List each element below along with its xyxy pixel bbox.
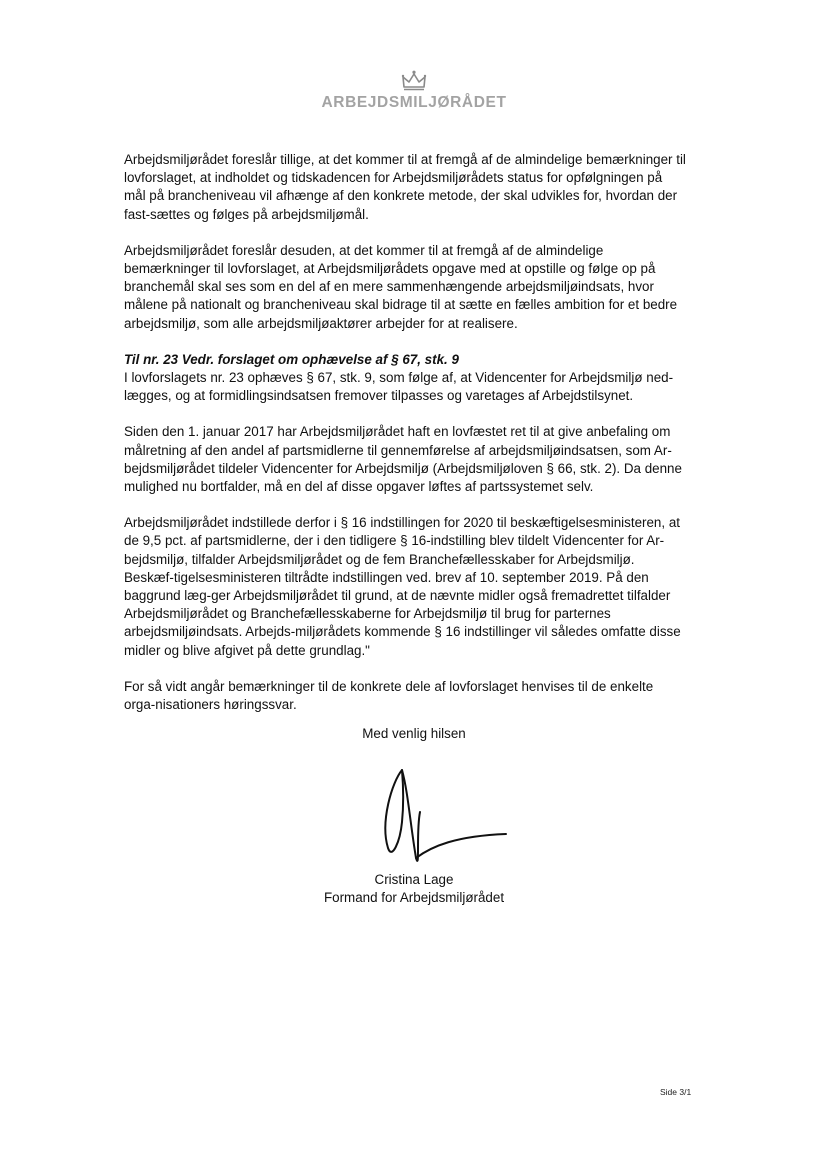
section-intro: I lovforslagets nr. 23 ophæves § 67, stk. 9, som følge af, at Videncenter for Arbejdsmiljø ned-lægges, og at formidlingsindsatsen fremover tilpasses og varetages af Arbejdstilsynet. — [124, 370, 674, 404]
paragraph: Arbejdsmiljørådet foreslår desuden, at det kommer til at fremgå af de almindelige bemærkninger til lovforslaget, at Arbejdsmiljørådets opgave med at opstille og følge op på branchemål skal ses som en del af en mere sammenhængende arbejdsmiljøindsats, hvor målene på nationalt og brancheniveau skal bidrage til at sætte en fælles ambition for et bedre arbejdsmiljø, som alle arbejdsmiljøaktører arbejder for at realisere. — [124, 242, 678, 331]
letterhead — [0, 70, 828, 112]
paragraph: Arbejdsmiljørådet foreslår tillige, at det kommer til at fremgå af de almindelige bemærkninger til lovforslaget, at indholdet og tidskadencen for Arbejdsmiljørådets status for opfølgningen på mål på brancheniveau vil afhænge af den konkrete metode, der skal udvikles for, hvordan der fast-sættes og følges på arbejdsmiljømål. — [124, 152, 686, 222]
signer-name: Cristina Lage — [374, 872, 454, 887]
greeting: Med venlig hilsen — [362, 726, 466, 741]
paragraph: Siden den 1. januar 2017 har Arbejdsmiljørådet haft en lovfæstet ret til at give anbefaling om målretning af den andel af partsmidlerne til gennemførelse af arbejdsmiljøindsatsen, som Ar-bejdsmiljørådet tildeler Videncenter for Arbejdsmiljø (Arbejdsmiljøloven § 66, stk. 2). Da denne mulighed nu bortfalder, må en del af disse opgaver løftes af partssystemet selv. — [124, 424, 682, 495]
signature-block — [0, 871, 828, 907]
crown-icon — [401, 70, 427, 92]
letter-body — [124, 151, 686, 732]
org-name: ARBEJDSMILJØRÅDET — [321, 94, 507, 111]
paragraph: For så vidt angår bemærkninger til de konkrete dele af lovforslaget henvises til de enkelte orga-nisationers høringssvar. — [124, 678, 654, 713]
signature — [372, 762, 512, 872]
paragraph: Arbejdsmiljørådet indstillede derfor i § 16 indstillingen for 2020 til beskæftigelsesministeren, at de 9,5 pct. af partsmidlerne, der i den tidligere § 16-indstilling blev tildelt Videncenter for Ar-bejdsmiljø, tilfalder Arbejdsmiljørådet og de fem Branchefællesskaber for Arbejdsmiljø. Beskæf-tigelsesministeren tiltrådte indstillingen ved. brev af 10. september 2019. På den baggrund læg-ger Arbejdsmiljørådet til grund, at de nævnte midler også fremadrettet tilfalder Arbejdsmiljørådet og Branchefællesskaberne for Arbejdsmiljø til brug for parternes arbejdsmiljøindsats. Arbejds-miljørådets kommende § 16 indstillinger vil således omfatte disse midler og blive afgivet på dette grundlag." — [124, 515, 681, 658]
page-number: Side 3/1 — [660, 1087, 692, 1097]
section-title: Til nr. 23 Vedr. forslaget om ophævelse af § 67, stk. 9 — [124, 351, 459, 367]
section — [124, 351, 686, 406]
signer-title: Formand for Arbejdsmiljørådet — [323, 890, 505, 906]
